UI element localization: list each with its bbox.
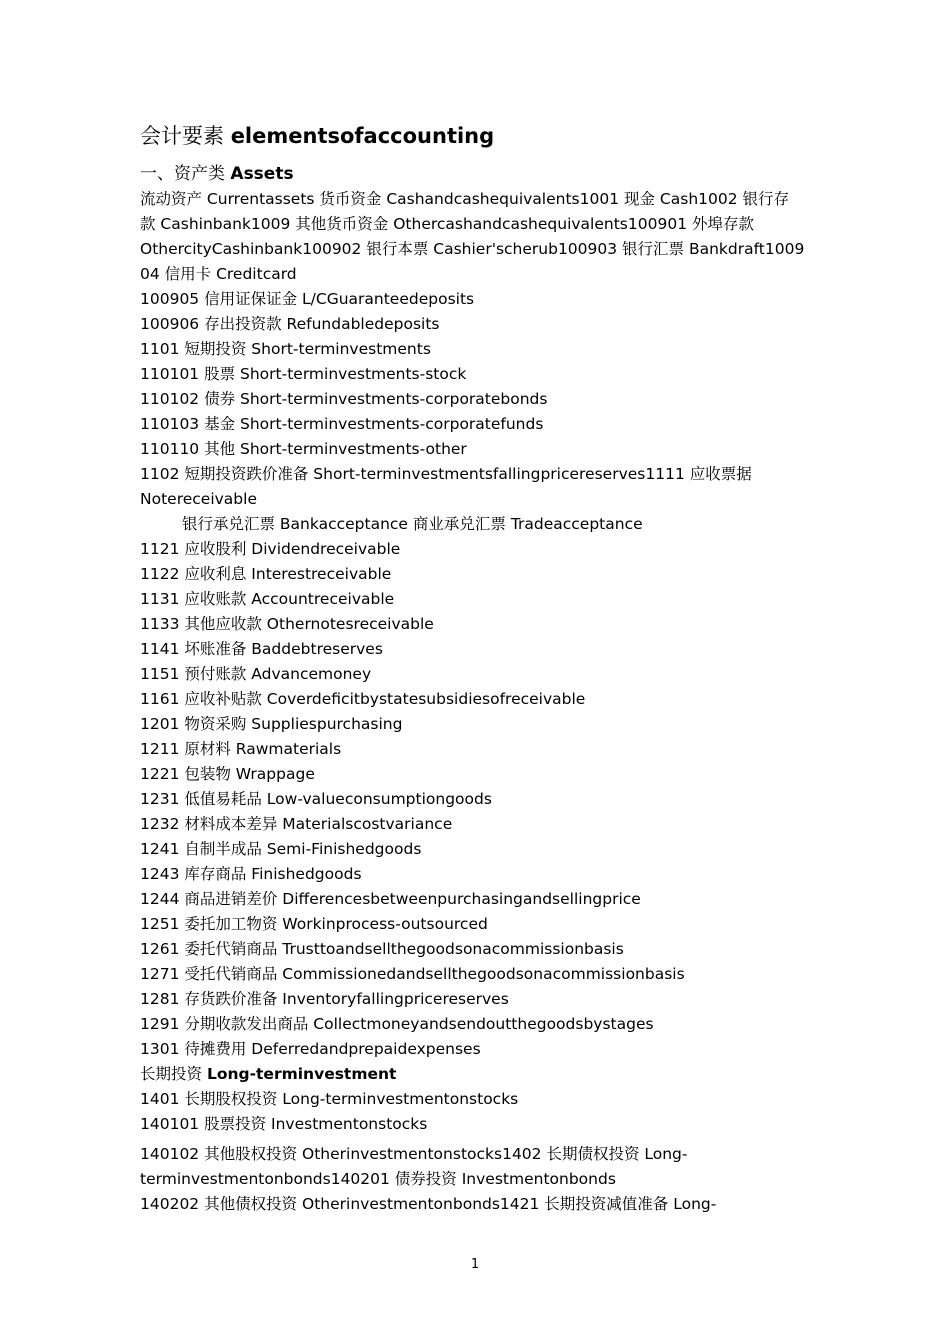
text-line: 110101 股票 Short-terminvestments-stock (140, 365, 467, 383)
text-line: 1243 库存商品 Finishedgoods (140, 865, 362, 883)
text-line: 1211 原材料 Rawmaterials (140, 740, 342, 758)
text-line: 1251 委托加工物资 Workinprocess-outsourced (140, 915, 488, 933)
text-line: 1271 受托代销商品 Commissionedandsellthegoodsonacommissionbasis (140, 965, 685, 983)
text-line: 1201 物资采购 Suppliespurchasing (140, 715, 403, 733)
text-line: 140102 其他股权投资 Otherinvestmentonstocks1402 长期债权投资 Long- (140, 1145, 688, 1163)
text-line: terminvestmentonbonds140201 债券投资 Investmentonbonds (140, 1170, 616, 1188)
text-line: 1244 商品进销差价 Differencesbetweenpurchasingandsellingprice (140, 890, 641, 908)
text-line-indented: 银行承兑汇票 Bankacceptance 商业承兑汇票 Tradeacceptance (182, 515, 643, 533)
text-line: 110110 其他 Short-terminvestments-other (140, 440, 467, 458)
document-body (140, 187, 810, 1217)
text-line: 140202 其他债权投资 Otherinvestmentonbonds1421 长期投资减值准备 Long- (140, 1195, 717, 1213)
text-line: 100905 信用证保证金 L/CGuaranteedeposits (140, 290, 475, 308)
text-line: 1291 分期收款发出商品 Collectmoneyandsendoutthegoodsbystages (140, 1015, 654, 1033)
subheading-en: Long-terminvestment (206, 1065, 397, 1083)
text-line: 1101 短期投资 Short-terminvestments (140, 340, 431, 358)
text-line: Notereceivable (140, 490, 257, 508)
text-line: 1261 委托代销商品 Trusttoandsellthegoodsonacommissionbasis (140, 940, 624, 958)
text-line: 04 信用卡 Creditcard (140, 265, 297, 283)
title-en: elementsofaccounting (230, 124, 495, 148)
text-line: OthercityCashinbank100902 银行本票 Cashier'scherub100903 银行汇票 Bankdraft1009 (140, 240, 805, 258)
page-number: 1 (470, 1257, 480, 1272)
text-line: 1131 应收账款 Accountreceivable (140, 590, 395, 608)
text-line: 1232 材料成本差异 Materialscostvariance (140, 815, 453, 833)
text-line: 款 Cashinbank1009 其他货币资金 Othercashandcashequivalents100901 外埠存款 (140, 215, 754, 233)
text-line: 1121 应收股利 Dividendreceivable (140, 540, 401, 558)
document-title (140, 121, 494, 151)
text-line: 1281 存货跌价准备 Inventoryfallingpricereserves (140, 990, 509, 1008)
text-line: 1151 预付账款 Advancemoney (140, 665, 372, 683)
section-heading-assets (140, 161, 294, 187)
text-line: 110103 基金 Short-terminvestments-corporatefunds (140, 415, 544, 433)
text-line: 1133 其他应收款 Othernotesreceivable (140, 615, 434, 633)
text-line: 140101 股票投资 Investmentonstocks (140, 1115, 428, 1133)
text-line: 1401 长期股权投资 Long-terminvestmentonstocks (140, 1090, 519, 1108)
text-line: 1141 坏账准备 Baddebtreserves (140, 640, 383, 658)
section-cn: 一、资产类 (140, 164, 231, 184)
text-line: 110102 债券 Short-terminvestments-corporatebonds (140, 390, 548, 408)
text-line: 1231 低值易耗品 Low-valueconsumptiongoods (140, 790, 492, 808)
text-line: 1122 应收利息 Interestreceivable (140, 565, 392, 583)
text-line: 1161 应收补贴款 Coverdeficitbystatesubsidiesofreceivable (140, 690, 586, 708)
text-line: 1241 自制半成品 Semi-Finishedgoods (140, 840, 422, 858)
title-cn: 会计要素 (140, 124, 231, 148)
subheading-long-term-investment (140, 1062, 810, 1087)
section-en: Assets (230, 164, 294, 184)
text-line: 1221 包装物 Wrappage (140, 765, 315, 783)
text-line: 1102 短期投资跌价准备 Short-terminvestmentsfallingpricereserves1111 应收票据 (140, 465, 752, 483)
text-line: 1301 待摊费用 Deferredandprepaidexpenses (140, 1040, 481, 1058)
text-line: 流动资产 Currentassets 货币资金 Cashandcashequivalents1001 现金 Cash1002 银行存 (140, 190, 790, 208)
text-line: 100906 存出投资款 Refundabledeposits (140, 315, 440, 333)
subheading-cn: 长期投资 (140, 1065, 207, 1083)
